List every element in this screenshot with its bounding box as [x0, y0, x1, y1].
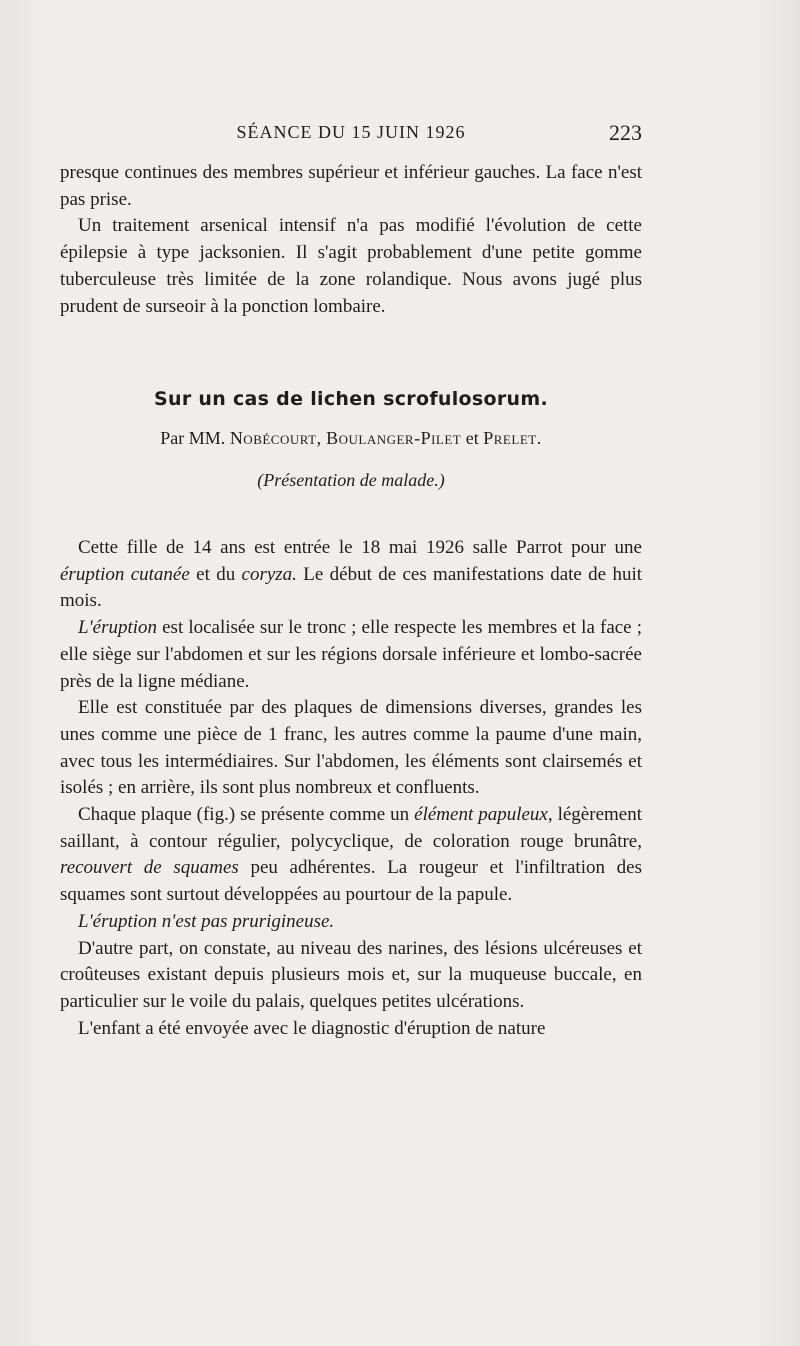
- page-header: [60, 118, 642, 150]
- page-number: 223: [609, 120, 642, 145]
- paragraph: Elle est constituée par des plaques de dimensions diverses, grandes les unes comme une pièce de 1 franc, les autres comme la paume d'une main, avec tous les intermédiaires. Sur l'abdomen, les éléments sont clairsemés et isolés ; en arrière, ils sont plus nombreux et confluents.: [60, 697, 642, 799]
- article-body: [60, 535, 642, 1042]
- paragraph: [60, 535, 642, 615]
- author-name: Boulanger-Pilet: [326, 428, 462, 448]
- text-run-italic: L'éruption n'est pas prurigineuse.: [78, 910, 335, 932]
- text-run: peu adhérentes. La rougeur et l'infiltration des squames sont surtout développées au pourtour de la papule.: [60, 857, 642, 906]
- presentation-note: [60, 470, 642, 491]
- paragraph-continuation: presque continues des membres supérieur et inférieur gauches. La face n'est pas prise.: [60, 162, 642, 210]
- paragraph: Un traitement arsenical intensif n'a pas modifié l'évolution de cette épilepsie à type jacksonien. Il s'agit probablement d'une petite gomme tuberculeuse très limitée de la zone rolandique. Nous avons jugé plus prudent de surseoir à la ponction lombaire.: [60, 215, 642, 317]
- article-title: Sur un cas de lichen scrofulosorum.: [154, 388, 548, 410]
- text-run: Chaque plaque (fig.) se présente comme un: [78, 804, 415, 826]
- text-run: Le début de ces manifestations date de huit mois.: [60, 563, 643, 612]
- author-name: Nobécourt,: [229, 428, 322, 448]
- text-run: Cette fille de 14 ans est entrée le 18 mai 1926 salle Parrot pour une: [78, 537, 642, 558]
- text-run: et du: [189, 563, 242, 585]
- paragraph: [60, 909, 642, 936]
- intro-text: [60, 160, 642, 320]
- author-name: Prelet.: [483, 428, 542, 448]
- paragraph: D'autre part, on constate, au niveau des narines, des lésions ulcéreuses et croûteuses existant depuis plusieurs mois et, sur la muqueuse buccale, en particulier sur le voile du palais, quelques petites ulcérations.: [60, 937, 642, 1012]
- text-run: est localisée sur le tronc ; elle respecte les membres et la face ; elle siège sur l'abdomen et sur les régions dorsale inférieure et lombo-sacrée près de la ligne médiane.: [60, 617, 642, 692]
- running-head: SÉANCE DU 15 JUIN 1926: [236, 122, 466, 142]
- text-run: légèrement saillant, à contour régulier, polycyclique, de coloration rouge brunâtre,: [60, 804, 642, 852]
- article-authors: [60, 428, 642, 449]
- text-run-italic: éruption cutanée: [60, 563, 190, 585]
- text-run-italic: L'éruption: [78, 617, 158, 639]
- presentation-text: (Présentation de malade.): [257, 470, 445, 490]
- paragraph: [60, 802, 642, 909]
- paragraph: L'enfant a été envoyée avec le diagnostic d'éruption de nature: [78, 1017, 546, 1039]
- authors-prefix: Par MM.: [160, 428, 226, 448]
- text-run-italic: recouvert de squames: [60, 857, 239, 879]
- paragraph: [60, 615, 642, 695]
- authors-and: et: [465, 428, 479, 448]
- text-run-italic: élément papuleux,: [414, 804, 553, 826]
- text-run-italic: coryza.: [241, 563, 297, 585]
